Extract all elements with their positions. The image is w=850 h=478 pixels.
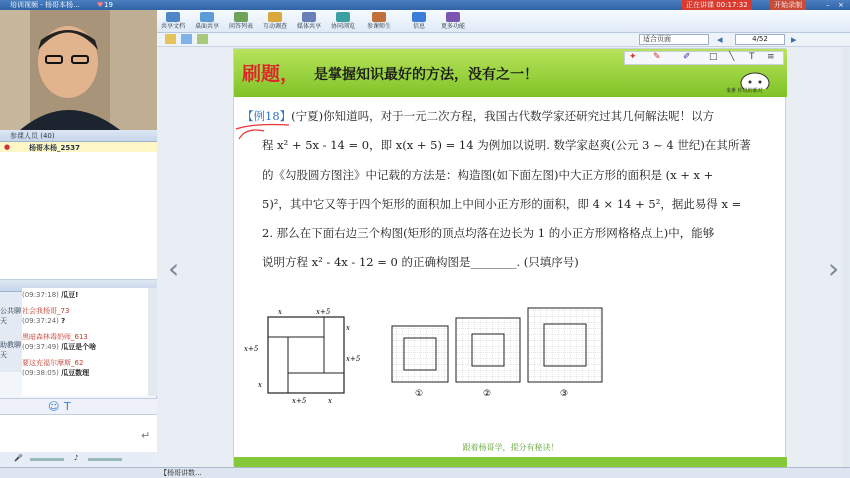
heart-icon: ♥: [97, 1, 104, 9]
paragraph-line-6: 说明方程 x² - 4x - 12 = 0 的正确构图是________. (只填序号): [262, 255, 579, 270]
slide: [233, 48, 786, 466]
co-browse-button[interactable]: 协同浏览: [329, 12, 357, 32]
banner-title: 刷题，: [242, 63, 300, 85]
prev-page-icon[interactable]: ◂: [717, 33, 723, 46]
export-icon[interactable]: [197, 34, 208, 44]
chat-text: ?: [61, 317, 66, 325]
participant-name: 杨哥本杨_2537: [29, 144, 80, 152]
shape-icon[interactable]: □: [709, 52, 718, 62]
grid-label-3: ③: [560, 389, 569, 399]
grid-figure-1: [392, 326, 448, 382]
chat-tabs: [0, 292, 22, 372]
slide-footer-bar: [234, 457, 787, 467]
participant-row[interactable]: [0, 142, 157, 152]
chat-text: 瓜豆!: [61, 291, 79, 299]
desktop-share-button[interactable]: 桌面共享: [193, 12, 221, 32]
tab-assistant-chat[interactable]: 助教聊天: [0, 341, 21, 359]
pen-icon[interactable]: ✎: [653, 52, 661, 62]
window-title: 培训视频 - 杨哥本杨...: [10, 1, 80, 9]
user-icon: ●: [4, 143, 11, 151]
participants-list: [0, 152, 157, 280]
grid-figures: [390, 304, 630, 404]
chat-sender: 要这充福尔摩斯_62: [22, 359, 84, 367]
status-tab[interactable]: 【杨哥讲数...: [160, 469, 202, 477]
menu-icon[interactable]: ≡: [767, 52, 775, 62]
send-icon[interactable]: ↵: [141, 429, 151, 442]
chat-time: (09:38:05): [22, 369, 59, 377]
participants-button[interactable]: 参课师生: [365, 12, 393, 32]
fig-label-x-left: x: [258, 381, 262, 389]
fig-label-x-right: x: [346, 324, 350, 332]
red-annotation: [234, 109, 294, 149]
paragraph-line-2: 程 x² + 5x - 14 = 0，即 x(x + 5) = 14 为例加以说明. 数学家赵爽(公元 3 ~ 4 世纪)在其所著: [262, 138, 751, 153]
paragraph-line-5: 2. 那么在下面右边三个构图(矩形的顶点均落在边长为 1 的小正方形网格格点上)中，能够: [262, 226, 715, 241]
survey-button[interactable]: 互动调查: [261, 12, 289, 32]
mascot: [726, 69, 784, 95]
record-button[interactable]: 开始录制: [770, 0, 806, 10]
next-slide-arrow[interactable]: ›: [828, 252, 840, 285]
status-bar: [0, 467, 850, 478]
teacher-video-image: [0, 10, 157, 130]
prev-slide-arrow[interactable]: ‹: [168, 252, 180, 285]
chat-time: (09:37:49): [22, 343, 59, 351]
paragraph-line-1: 你知道吗，对于一元二次方程，我国古代数学家还研究过其几何解法呢！以方: [323, 109, 715, 123]
grid-label-2: ②: [483, 389, 492, 399]
mic-slider[interactable]: [30, 458, 64, 461]
fig-label-x5-top: x+5: [316, 308, 331, 316]
fig-label-x-top: x: [278, 308, 282, 316]
chat-tools: [0, 398, 157, 414]
close-icon[interactable]: ×: [838, 1, 844, 9]
chat-sender: 黑暗森林毒奶师_613: [22, 333, 88, 341]
fig-label-x5-bottom: x+5: [292, 397, 307, 405]
media-controls: [0, 452, 157, 467]
fig-label-x5-right: x+5: [346, 355, 361, 363]
more-features-button[interactable]: 更多功能: [439, 12, 467, 32]
zoom-select[interactable]: 适合页面: [639, 34, 709, 45]
next-page-icon[interactable]: ▸: [791, 33, 797, 46]
chat-scrollbar[interactable]: [148, 288, 157, 396]
mascot-image: [726, 69, 784, 89]
volume-slider[interactable]: [88, 458, 122, 461]
fig-label-x5-left: x+5: [244, 345, 259, 353]
media-share-button[interactable]: 媒体共享: [295, 12, 323, 32]
folder-icon[interactable]: [165, 34, 176, 44]
doc-icon[interactable]: [181, 34, 192, 44]
mascot-text: 鬼畜 你说的都对: [726, 88, 763, 94]
line-icon[interactable]: ╲: [729, 52, 735, 62]
mic-icon[interactable]: 🎤: [14, 454, 23, 462]
problem-text: [242, 102, 782, 278]
speaker-icon[interactable]: ♪: [74, 454, 79, 462]
teacher-video: [0, 10, 157, 130]
live-status: 正在讲课 00:17:32: [682, 0, 752, 10]
chat-sender: 社会我杨哥_73: [22, 307, 70, 315]
text-format-icon[interactable]: T: [64, 400, 71, 413]
doc-toolbar: [157, 33, 850, 47]
page-scrollbar[interactable]: [842, 48, 850, 467]
slide-footer-text: 跟着杨哥学，提分有秘诀！: [462, 443, 559, 452]
participants-title: 参课人员 (40): [10, 132, 55, 140]
text-tool-icon[interactable]: T: [749, 52, 755, 62]
chat-input[interactable]: [0, 414, 157, 452]
main-toolbar: [157, 10, 850, 33]
window-titlebar: [0, 0, 850, 10]
share-doc-button[interactable]: 共享文档: [159, 12, 187, 32]
chat-text: 瓜豆是个啥: [61, 343, 97, 351]
pointer-icon[interactable]: ✦: [629, 52, 637, 62]
chat-time: (09:37:18): [22, 291, 59, 299]
paragraph-line-3: 的《勾股圆方图注》中记载的方法是：构造图(如下面左图)中大正方形的面积是 (x + x +: [262, 167, 714, 182]
paragraph-line-4: 5)²，其中它又等于四个矩形的面积加上中间小正方形的面积，即 4 × 14 + 5²，据此易得 x =: [262, 196, 742, 211]
grid-figure-3: [528, 308, 602, 382]
grid-label-1: ①: [415, 389, 424, 399]
participants-header: [0, 130, 157, 142]
example-tag: 【例18】: [242, 109, 292, 123]
banner-subtitle: 是掌握知识最好的方法，没有之一！: [314, 67, 538, 83]
emoji-icon[interactable]: ☺: [48, 400, 60, 413]
grid-figure-2: [456, 318, 520, 382]
source-label: (宁夏): [291, 109, 324, 123]
zhao-shuang-figure: [242, 307, 370, 407]
tab-public-chat[interactable]: 公共聊天: [0, 307, 21, 325]
fig-label-x-bottom: x: [328, 397, 332, 405]
chat-text: 瓜豆数理: [61, 369, 90, 377]
minimize-icon[interactable]: –: [826, 1, 830, 9]
page-indicator[interactable]: 4/52: [735, 34, 785, 45]
chat-time: (09:37:24): [22, 317, 59, 325]
info-button[interactable]: 信息: [405, 12, 433, 32]
annotation-toolbar: [624, 51, 784, 65]
chat-messages: [22, 288, 148, 396]
qa-list-button[interactable]: 问答列表: [227, 12, 255, 32]
viewer-count: 19: [104, 1, 113, 9]
highlighter-icon[interactable]: ✐: [683, 52, 691, 62]
